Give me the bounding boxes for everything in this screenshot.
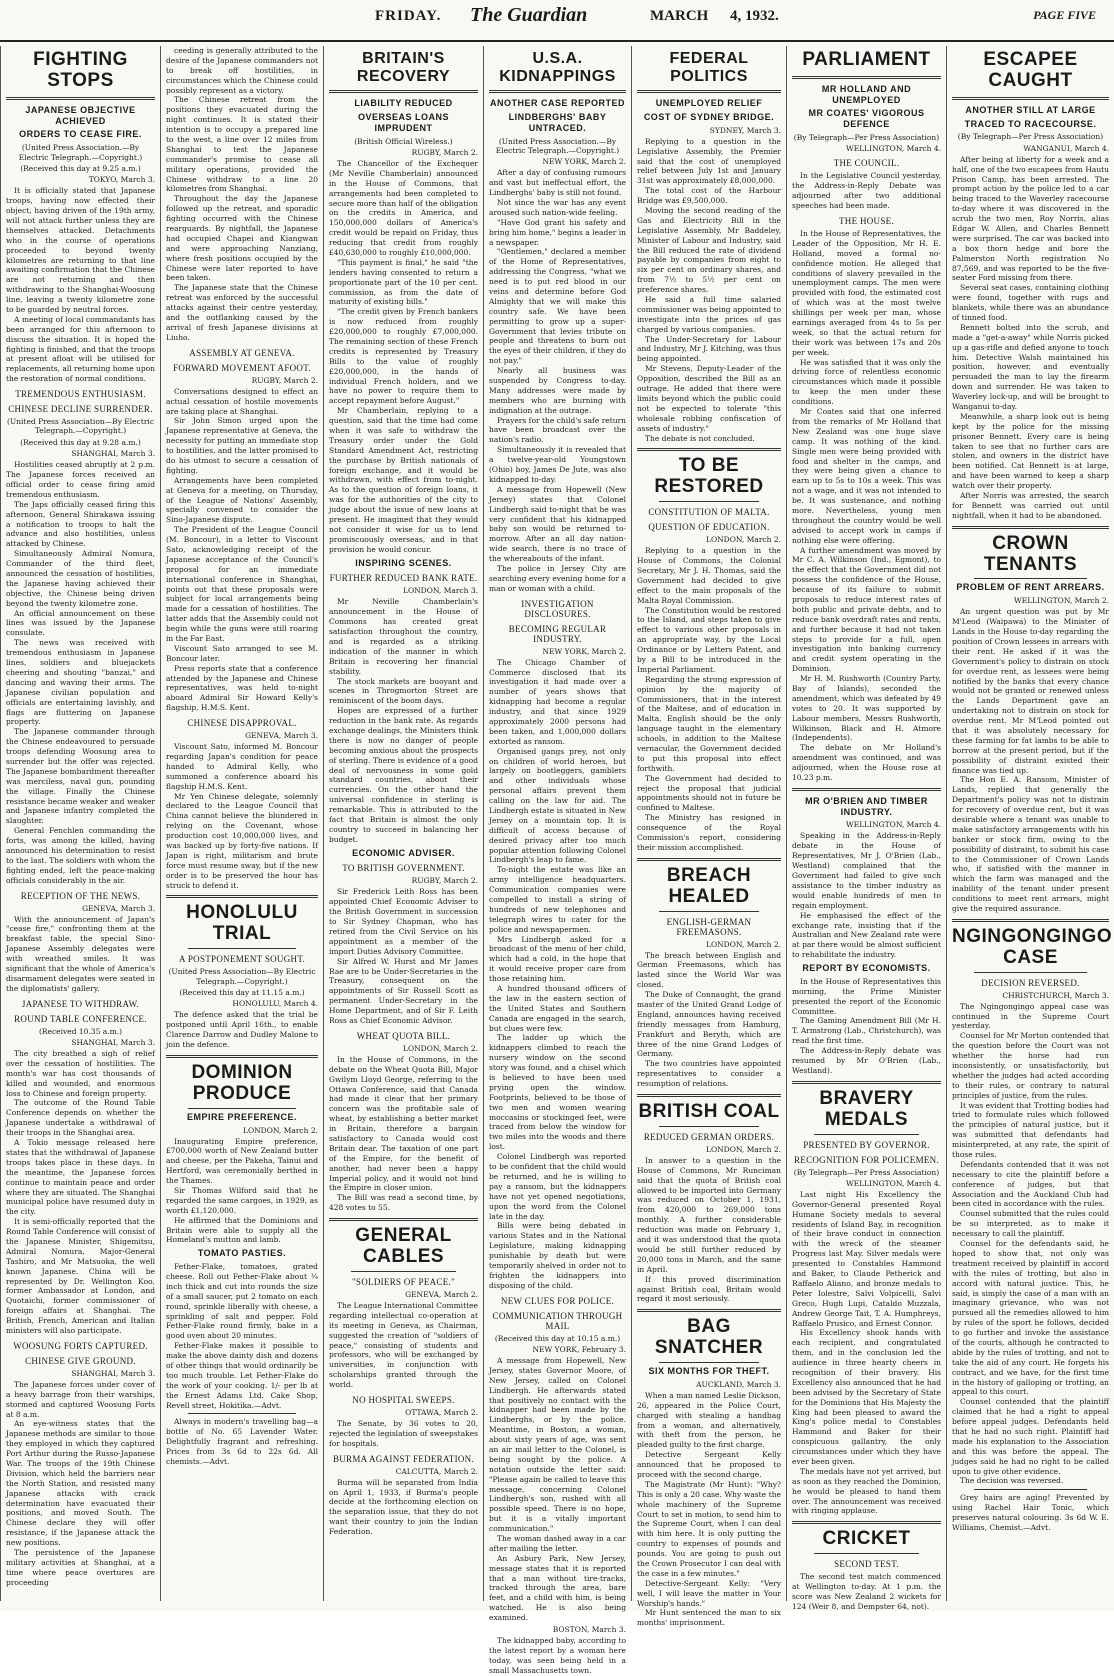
article-paragraph: The Government had decided to reject the proposal that judicial appointments should not in future be confined to Maltese. bbox=[637, 773, 781, 813]
dateline: BOSTON, March 3. bbox=[552, 1625, 626, 1635]
dateline: NEW YORK, March 2. bbox=[542, 157, 626, 167]
dateline: CALCUTTA, March 2. bbox=[395, 1466, 478, 1476]
article-paragraph: Bills were being debated in various States and in the National Legislature, making kidnapping punishable by death but were temporarily shelved in order not to frighten the kidnappers into disposing of the child. bbox=[489, 1221, 626, 1290]
article-paragraph: The Magistrate (Mr Hunt): "Why? This is only a 20 case. Why waste the whole machinery of the Supreme Court to set in motion, to send him to the Supreme Court, when I can deal with him here. It is only putting the country to expenses of pounds and pounds. You are going to push out the Crown Prosecutor I can deal with the case in a few minutes." bbox=[637, 1479, 781, 1578]
article-paragraph: Sir Frederick Leith Ross has been appointed Chief Economic Adviser to the British Government in succession to Sir Sydney Chapman, who has retired from the Civil Service on his appointment as a member of the import Duties Advisory Committee. bbox=[329, 887, 478, 956]
article-paragraph: In the House of Representatives, the Leader of the Opposition, Mr H. E. Holland, moved a formal no-confidence motion. He alleged that conditions of slavery prevailed in the unemployment camps. The men were provided with food, the estimated cost of which was at the most twelve shillings per week per man, whose earnings averaged from 4s to 5s per week, so that the actual return for their work was between 17s and 20s per week. bbox=[792, 229, 941, 357]
section-heading: A POSTPONEMENT SOUGHT. bbox=[178, 954, 306, 965]
article-paragraph: Arrangements have been completed at Geneva for a meeting, on Thursday, of the League of Nations' Assembly, specially convened to consider the Sino-Japanese dispute. bbox=[166, 475, 318, 525]
received-line: (Received 10.35 a.m.) bbox=[38, 1026, 123, 1036]
article-paragraph: An official announcement on these lines was issued by the Japanese consulate. bbox=[6, 608, 155, 638]
article-paragraph: The President of the League Council (M. Boncour), in a letter to Viscount Sato, acknowledging receipt of the Japanese acceptance of the Council's proposal for an immediate international conference in Shanghai, points out that these proposals were subject for local arrangements being made for a cessation of hostilities. The latter adds that the Assembly could not begin while the guns were still roaring in the Far East. bbox=[166, 525, 318, 643]
credit-line: (United Press Association—By Electric Telegraph.—Copyright.) bbox=[6, 417, 155, 436]
divider bbox=[792, 788, 941, 791]
divider bbox=[329, 90, 478, 93]
article-paragraph: The Hon E. A. Ransom, Minister of Lands, replied that generally the Department's policy was not to distrain for recovery of overdue rent, but it was desirable where a tenant was unable to make satisfactory arrangements with his banker or stock firm, owing to the possibility of distraint, to submit his case to the Commissioner of Crown Lands who, if satisfied with the manner in which the farm was managed and the inability of the tenant under present conditions to meet rent arrears, might give the required assurance. bbox=[952, 775, 1109, 913]
article-paragraph: Several seat cases, containing clothing were found, together with rugs and blankets, while there was an abundance of tinned food. bbox=[952, 283, 1109, 322]
article-paragraph: The debate is not concluded. bbox=[645, 433, 755, 443]
divider bbox=[188, 948, 296, 949]
article-paragraph: Detective Sergeant Kelly announced that he proposed to proceed with the second charge. bbox=[637, 1450, 781, 1479]
article-paragraph: The outcome of the Round Table Conference depends on whether the Japanese undertake a withdrawal of their troops in the Shanghai area. bbox=[6, 1098, 155, 1138]
article-paragraph: In the House of Commons, in the debate on the Wheat Quota Bill, Major Gwilym Lloyd George, referring to the Ottawa Conference, said that Canada had made it clear that her primary concern was the profitable sale of wheat, by establishing a better market in Britain, therefore a bargain satisfactory to Canada would cost Britain dear. The taxation of one part of the Empire, for the benefit of another, had never been a happy Imperial policy, and it would not bind the Empire in closer union. bbox=[329, 1054, 478, 1193]
headline-breach-healed: BREACH HEALED bbox=[666, 864, 752, 907]
dateline: WELLINGTON, March 2. bbox=[1014, 596, 1109, 606]
article-paragraph: The Bill was read a second time, by 428 votes to 55. bbox=[329, 1193, 478, 1213]
headline-fighting-stops: FIGHTING STOPS bbox=[33, 49, 128, 91]
dateline: WELLINGTON, March 4. bbox=[846, 820, 941, 830]
article-paragraph: In the House of Representatives this morning, the Prime Minister presented the report of the Economic Committee. bbox=[792, 976, 941, 1016]
divider bbox=[952, 526, 1109, 529]
article-paragraph: Mr Hunt sentenced the man to six months' imprisonment. bbox=[637, 1608, 781, 1628]
subheadline: PROBLEM OF RENT ARREARS. bbox=[956, 582, 1105, 593]
article-paragraph: Hostilities ceased abruptly at 2 p.m. The Japanese forces received an official order to cease firing amid tremendous enthusiasm. bbox=[6, 460, 155, 499]
subheadline: ANOTHER STILL AT LARGE bbox=[965, 104, 1096, 115]
divider bbox=[637, 858, 781, 861]
dateline: NEW YORK, March 2. bbox=[542, 646, 626, 656]
article-paragraph: The Senate, by 36 votes to 20, rejected the legislation of sweepstakes for hospitals. bbox=[329, 1418, 478, 1448]
article-paragraph: In answer to a question in the House of Commons, Mr Runciman said that the quota of British coal allowed to be imported into Germany was reduced on October 1, 1931, from 420,000 to 269,000 tons monthly. A further considerable reduction was made on February 1, and it was understood that the quota would be still further reduced by 20,000 tons in March, and the same in April. bbox=[637, 1155, 781, 1274]
article-paragraph: To-night the estate was like an army intelligence headquarters. Communication companies were compelled to install a string of hundreds of new telephones and telegraph wires to cater for the police and newspapermen. bbox=[489, 865, 626, 934]
section-heading: JAPANESE TO WITHDRAW. bbox=[21, 998, 140, 1009]
advertisement-text: Fether-Flake, tomatoes, grated cheese. Roll out Fether-Flake about ¼ inch thick and cut into rounds the size of a small saucer, put 2 tomato on each round, sprinkle liberally with cheese, a sprinkling of salt and pepper. Fold Fether-Flake round firmly, bake in a good oven about 20 minutes. bbox=[166, 1262, 318, 1341]
article-paragraph: A Tokio message released here states that the withdrawal of Japanese troops takes place in these days. In the meantime, the Japanese forces continue to maintain peace and order where they are situated. The Shanghai municipal police have resumed duty in the city. bbox=[6, 1138, 155, 1217]
subheadline: COST OF SYDNEY BRIDGE. bbox=[643, 111, 775, 122]
article-paragraph: The Ngingongingo appeal case was continued in the Supreme Court yesterday. bbox=[952, 1001, 1109, 1031]
article-paragraph: When a man named Leslie Dickson, 26, appeared in the Police Court, charged with stealing a handbag from a woman, and alternatively, with theft from the person, he pleaded guilty to the first charge. bbox=[637, 1390, 781, 1450]
article-paragraph: Not since the war has any event aroused such nation-wide feeling. bbox=[489, 198, 626, 217]
dateline: LONDON, March 2. bbox=[705, 939, 781, 949]
article-paragraph: An urgent question was put by Mr M'Leod (Waipawa) to the Minister of Lands in the House to-day regarding the position of Crown lessees in arrears with their rent. He asked if it was the Government's policy to distrain on stock for overdue rent, as lessees were being notified by the banks that every chance would not be granted or renewed unless the Lands Department gave an undertaking not to distrain on stock for overdue rent. Mr M'Leod pointed out that it was absolutely necessary for these farming for fat lambs to be able to borrow at the present period, but if the possibility of distraint existed their finance was tied up. bbox=[952, 607, 1109, 775]
section-heading: COMMUNICATION THROUGH MAIL bbox=[492, 1310, 623, 1331]
section-heading: NEW CLUES FOR POLICE. bbox=[500, 1295, 615, 1306]
section-heading: BURMA AGAINST FEDERATION. bbox=[332, 1453, 475, 1464]
article-paragraph: Mr Neville Chamberlain's announcement in the House of Commons has created great satisfaction throughout the country, and is regarded as a striking indication of the manner in which Britain is recovering her financial stability. bbox=[329, 597, 478, 676]
article-paragraph: Mr Stevens, Deputy-Leader of the Opposition, described the Bill as an outrage. He added that there were limits beyond which the public could not be expected to tolerate "this wholesale robbing confiscation of assets of industry." bbox=[637, 364, 781, 433]
dateline: SHANGHAI, March 3. bbox=[71, 449, 155, 459]
headline-honolulu-trial: HONOLULU TRIAL bbox=[186, 902, 298, 945]
received-line: (Received this day at 11.15 a.m.) bbox=[179, 988, 305, 997]
article-paragraph: He emphasised the effect of the exchange rate, insisting that if the Australian and New Zealand rate were at par there would be almost sufficient to rehabilitate the industry. bbox=[792, 910, 941, 960]
article-paragraph: The debate on Mr Holland's amendment was continued, and was adjourned, when the House rose at 10.23 p.m. bbox=[792, 743, 941, 782]
article-paragraph: The breach between English and German Freemasons, which has lasted since the World War was closed. bbox=[637, 950, 781, 990]
section-heading: CONSTITUTION OF MALTA. bbox=[648, 507, 770, 518]
divider bbox=[814, 1553, 919, 1554]
article-paragraph: The decision was reversed. bbox=[960, 1476, 1064, 1486]
column-5 bbox=[631, 46, 786, 1628]
article-paragraph: Inaugurating Empire preference, £700,000 worth of New Zealand butter and cheese, per the Pakeha, Tainui and Hertford, was ceremonially berthed in the Thames. bbox=[166, 1136, 318, 1186]
dateline: GENEVA, March 2. bbox=[405, 1289, 478, 1299]
subheadline: MR HOLLAND AND UNEMPLOYED bbox=[821, 83, 912, 105]
dateline: LONDON, March 3. bbox=[402, 586, 478, 596]
article-paragraph: Organised gangs prey, not only on children of world heroes, but largely on bootleggers, gamblers and other individuals whose personal affairs prevent them calling on the law for aid. The Lindbergh estate is situated in New Jersey on a mountain top. It is difficult of access because of desired privacy after too much popular attention following Colonel Lindbergh's leap to fame. bbox=[489, 746, 626, 865]
headline-crown-tenants: CROWN TENANTS bbox=[983, 532, 1078, 575]
divider bbox=[974, 578, 1087, 579]
section-heading: CHINESE DISAPPROVAL. bbox=[187, 718, 297, 729]
masthead-title: The Guardian bbox=[470, 4, 588, 26]
section-heading: ENGLISH-GERMAN FREEMASONS. bbox=[666, 916, 752, 937]
article-paragraph: A message from Hopewell, New Jersey, states Governor Moore, of New Jersey, called on Colonel Lindbergh. He afterwards stated that positively no contact with the kidnapper had been made by the Lindberghs, or by the police. Meantime, in Boston, a woman, about sixty years of age, was sent an air mail letter to the Colonel, is being sought by the police. A notation outside the letter said: "Please again be called to leave this message, concerning Colonel Lindbergh's son, rushed with all possible speed. There is no hope, but it is a vitally important communication." bbox=[489, 1356, 626, 1534]
dateline: LONDON, March 2. bbox=[242, 1125, 318, 1135]
divider bbox=[637, 90, 781, 93]
section-heading: ROUND TABLE CONFERENCE. bbox=[14, 1013, 147, 1024]
section-heading: FORWARD MOVEMENT AFOOT. bbox=[173, 362, 311, 373]
subheadline: UNEMPLOYED RELIEF bbox=[655, 98, 763, 109]
article-paragraph: The two countries have appointed representatives to consider a resumption of relations. bbox=[637, 1059, 781, 1089]
subheadline: MR COATES' VIGOROUS DEFENCE bbox=[808, 108, 925, 130]
subheadline: TOMATO PASTIES. bbox=[197, 1248, 287, 1259]
credit-line: (United Press Association—By Electric Telegraph.—Copyright.) bbox=[168, 967, 316, 986]
article-paragraph: "Have God grant his safety and bring him home," begins a leader in a newspaper. bbox=[489, 217, 626, 247]
divider bbox=[637, 1309, 781, 1312]
article-paragraph: Regarding the strong expression of opinion by the majority of Commissioners, that in the interest of the Maltese, and of education in Malta, English should be the only language taught in the elementary schools, in addition to the Maltese vernacular, the Government decided to put this proposal into effect forthwith. bbox=[637, 674, 781, 773]
article-paragraph: The Under-Secretary for Labour and Industry, Mr J. Kitching, was thus being appointed. bbox=[637, 334, 781, 364]
article-paragraph: The Japanese state that the Chinese retreat was enforced by the successful attacks against their centre yesterday, and the outflanking caused by the arrival of fresh Japanese divisions at Liuho. bbox=[166, 283, 318, 342]
column-4 bbox=[483, 46, 631, 1675]
article-paragraph: The Chicago Chamber of Commerce disclosed that its investigation it had made over a number of years shows that kidnapping had become a regular industry, and that since 1929 approximately 2000 persons had been taken, and 1,000,000 dollars extorted as ransom. bbox=[489, 657, 626, 746]
article-paragraph: The Address-in-Reply debate was resumed by Mr O'Brien (Lab., Westland). bbox=[792, 1046, 941, 1075]
credit-line: (British Official Wireless.) bbox=[354, 136, 453, 146]
divider bbox=[637, 1094, 781, 1097]
section-heading: NO HOSPITAL SWEEPS. bbox=[352, 1394, 455, 1405]
credit-line: (By Telegraph—Per Press Association) bbox=[793, 133, 940, 143]
subheadline: MR O'BRIEN AND TIMBER INDUSTRY. bbox=[805, 795, 928, 817]
article-paragraph: A meeting of local commandants has been arranged for this afternoon to discuss the situation. It is hoped the fighting is finished, and that the troops at present afloat will be utilised for replacements, all returning home upon the restoration of normal conditions. bbox=[6, 314, 155, 384]
section-heading: THE HOUSE. bbox=[839, 216, 894, 227]
article-paragraph: Sir Alfred W. Hurst and Mr James Rae are to be Under-Secretaries in the Treasury, consequent on the appointments of Sir Russell Scott as permanent Under-Secretary in the Home Department, and of Sir F. Leith Ross as Chief Economic Advisor. bbox=[329, 956, 478, 1026]
article-paragraph: Mr Yen Chinese delegate, solemnly declared to the League Council that China cannot believe the blundered in relying on the Covenant, whose production cost 10,000,000 lives, and was backed up by forty-five nations. If Japan is right, militarism and brute force must resume sway, but if the new order is to be preserved the hour has struck to defend it. bbox=[166, 791, 318, 890]
section-heading: THE COUNCIL. bbox=[833, 158, 900, 169]
divider bbox=[188, 1413, 296, 1414]
subheadline: LIABILITY REDUCED bbox=[354, 98, 453, 109]
article-paragraph: Last night His Excellency the Governor-General presented Royal Humane Society medals to several residents of Island Bay, in recognition of their brave conduct in connection with the wreck of the steamer Progress last May. Silver medals were presented to Constables Hammond and Baker, to Claude Petherick and Raffaelo Aliano, and bronze medals to Peter Iolestre, Salvi Volpicelli, Salvi Greco, Hugh Lupi, Cataldo Muzzala, Andrew George Tait, T. A. Humphreys, Raffaelo Prusico, and Ernest Connor. bbox=[792, 1189, 941, 1328]
article-paragraph: Counsel contended that the plaintiff claimed that he had a right to appeal before appeal judges. Defendants held that he had no such right. Plaintiff had made his explanation to the Association and this was before the appeal. The judges said he had no right to be called upon to give other evidence. bbox=[952, 1397, 1109, 1476]
article-paragraph: Bennett bolted into the scrub, and made a "get-a-away" while Norris picked up a gas-rifle and defied anyone to touch him. Detective Walsh maintained his position, however, and eventually persuaded the man to lay the firearm down and surrender. He was taken to Waverley lock-up, and will be brought to Wanganui to-day. bbox=[952, 322, 1109, 412]
headline-federal-politics: FEDERAL POLITICS bbox=[669, 50, 749, 85]
divider bbox=[489, 90, 626, 93]
subheadline: SIX MONTHS FOR THEFT. bbox=[648, 1366, 770, 1377]
divider bbox=[974, 1489, 1087, 1490]
article-paragraph: The stock markets are buoyant and scenes in Throgmorton Street are reminiscent of the boom days. bbox=[329, 676, 478, 706]
divider bbox=[6, 97, 155, 100]
article-paragraph: The ladder up which the kidnappers climbed to reach the nursery window on the second story was found, and a chisel which is believed to have been used prying open the window. Footprints, believed to be those of two men and women wearing moccasins or stockinged feet, were traced from below the window for two miles into the woods and there lost. bbox=[489, 1033, 626, 1152]
article-paragraph: An eye-witness states that the Japanese methods are similar to those they employed in which they captured Port Arthur during the Russo-Japanese War. The troops of the 19th Chinese Division, which held the barriers near the North Station, and resisted many Japanese attacks with crack determination have evacuated their positions, and moved South. The Chinese declare they will offer resistance, if the Japanese attack the new positions. bbox=[6, 1419, 155, 1548]
article-paragraph: "The credit given by French bankers is now reduced from roughly £20,000,000 to roughly £7,000,000. The remaining section of these French credits is represented by Treasury Bills to the value of roughly £20,000,000, in the hands of individual French holders, and we have no power to require them to accept repayment before August." bbox=[329, 307, 478, 406]
article-paragraph: A message from Hopewell (New Jersey) states that Colonel Lindbergh said to-night that he was very confident that his kidnapped baby son would be returned to-morrow. After an all day nation-wide search, there is no trace of the whereabouts of the infant. bbox=[489, 484, 626, 564]
subheadline: ECONOMIC ADVISER. bbox=[352, 847, 455, 858]
headline-dominion-produce: DOMINION PRODUCE bbox=[191, 1061, 293, 1104]
section-heading: REDUCED GERMAN ORDERS. bbox=[643, 1131, 775, 1142]
article-paragraph: An Asbury Park, New Jersey, message states that it is reported that a man without tire-tracks, tracked through the area, bare feet, and a child with him, is being watched. He is also being examined. bbox=[489, 1553, 626, 1623]
article-paragraph: Sir Thomas Wilford said that he regarded the same cargoes, in 1929, as worth £1,120,000. bbox=[166, 1185, 318, 1215]
dateline: LONDON, March 2. bbox=[705, 535, 781, 545]
masthead-month: MARCH bbox=[650, 8, 709, 24]
article-paragraph: It was evident that Trotting bodies had tried to formulate rules which followed the principles of natural justice, but it was submitted that defendants had misinterpreted, at any rate, the spirit of those rules. bbox=[952, 1100, 1109, 1160]
dateline: RUGBY, March 2. bbox=[411, 147, 478, 157]
article-paragraph: The League International Committee regarding intellectual co-operation at its meeting in Geneva, as Chairman, suggested the creation of "soldiers of peace," consisting of students and professors, who will be exchanged by universities, in conjunction with scholarships granted through the world. bbox=[329, 1300, 478, 1390]
headline-cricket: CRICKET bbox=[822, 1528, 911, 1550]
article-paragraph: Counsel submitted that the rules could be so interpreted, as to make it necessary to call the plaintiff. bbox=[952, 1209, 1109, 1239]
article-paragraph: General Fenchlen commanding the forts, was among the killed, having announced his determination to resist to the last. The soldiers with whom the fighting ended, left the peace-making officials considerably in the air. bbox=[6, 826, 155, 885]
dateline: NEW YORK, February 3. bbox=[532, 1345, 626, 1354]
subheadline: JAPANESE OBJECTIVE ACHIEVED bbox=[25, 104, 136, 126]
subheadline: LINDBERGHS' BABY UNTRACED. bbox=[508, 111, 607, 133]
article-paragraph: A further amendment was moved by Mr C. A. Wilkinson (Ind., Egmont), to the effect that the Government did not possess the confidence of the House, because of its failure to submit proposals to reduce interest rates of both public and private debts, and to reduce bank overdraft rates and rents, and further because it had not taken steps to provide for a full, open investigation into banking currency and credit system operating in the Dominion. bbox=[792, 545, 941, 674]
section-heading: SECOND TEST. bbox=[834, 1559, 899, 1570]
article-paragraph: The medals have not yet arrived, but as soon as they reached the Dominion, he would be pleased to hand them over. The announcement was received with ringing applause. bbox=[792, 1466, 941, 1516]
article-paragraph: He was satisfied that it was only the driving force of relentless economic circumstances which made it possible to keep the men under these conditions. bbox=[792, 357, 941, 407]
section-heading: "SOLDIERS OF PEACE." bbox=[351, 1276, 456, 1287]
article-paragraph: Prayers for the child's safe return have been broadcast over the nation's radio. bbox=[489, 415, 626, 445]
divider bbox=[166, 1055, 318, 1058]
article-paragraph: Mr Chamberlain, replying to a question, said that the time had come when it was safe to withdraw the Treasury order under the Gold Standard Amendment Act, restricting the purchase by British nationals of foreign exchange, and it would be withdrawn, with effect from to-night. As to the question of foreign loans, it was for the authorities of the city to judge about the issue of new loans at present. He imagined that they would not consider it wise for us to lend promiscuously overseas, and in that provision he would concur. bbox=[329, 406, 478, 554]
subheadline: ANOTHER CASE REPORTED bbox=[489, 98, 625, 109]
divider bbox=[659, 1362, 759, 1363]
article-paragraph: The second test match commenced at Wellington to-day. At 1 p.m. the score was New Zealand 2 wickets for 124 (Weir 8, and Dempster 64, not). bbox=[792, 1572, 941, 1611]
article-paragraph: The police in Jersey City are searching every evening home for a man or woman with a child. bbox=[489, 563, 626, 593]
credit-line: (United Press Association.—By Electric Telegraph.—Copyright.) bbox=[18, 143, 143, 162]
dateline: HONOLULU, March 4. bbox=[232, 999, 318, 1009]
article-paragraph: Mrs Lindbergh asked for a broadcast of the menu of her child, which had a cold, in the hope that it would receive proper care from those retaining him. bbox=[489, 934, 626, 984]
article-paragraph: Nearly all business was suspended by Congress to-day. Many addresses were made by members who are burning with indignation at the outrage. bbox=[489, 366, 626, 415]
column-3 bbox=[323, 46, 483, 1601]
article-paragraph: The Japs officially ceased firing this afternoon, General Shirakawa issuing a notification to troops to halt the advance and also hostilities, unless attacked by Chinese. bbox=[6, 499, 155, 549]
article-paragraph: Simultaneously Admiral Nomura, Commander of the third fleet, announced the cessation of hostilities, the Japanese having achieved their objective, the Chinese being driven beyond the twenty kilometre zone. bbox=[6, 549, 155, 608]
article-paragraph: Sir John Simon urged upon the Japanese representative at Geneva, the necessity for putting an immediate stop to hostilities, and the latter promised to do his utmost to secure a cessation of fighting. bbox=[166, 416, 318, 475]
subheadline: EMPIRE PREFERENCE. bbox=[186, 1111, 298, 1122]
article-paragraph: Throughout the day the Japanese followed up the retreat, and sporadic fighting occurred with the Chinese rearguards. By nightfall, the Japanese had occupied Chapei and Kiangwan and were approaching Nanziang, where fresh positions occupied by the Chinese were later reported to have been taken. bbox=[166, 194, 318, 283]
article-paragraph: Counsel for the defendants said, he hoped to show that, not only was treatment received by plaintiff in accord with the rules of trotting, but also in accord with natural justice. This, he said, is simply the case of a man with an imaginary grievance, who was not pursued all the remedies allowed to him by rules of the sport he follows, decided to go further and invoke the assistance of the courts, although he contracted to abide by the rules of trotting, and not to take the aid of any court. He forgets his contract, and we have, for the first time in the history of galloping or trotting, an appeal to this court. bbox=[952, 1239, 1109, 1397]
section-heading: BECOMING REGULAR INDUSTRY. bbox=[508, 623, 607, 644]
article-paragraph: Moving the second reading of the Gas and Electricity Bill in the Legislative Assembly, Mr Baddeley, Minister of Labour and Industry, said the Bill reduced the rate of dividend payable by companies from eight to six per cent on ordinary shares, and from 7½ to 5½ per cent on preference shares. bbox=[637, 206, 781, 295]
article-paragraph: Replying to a question in the Legislative Assembly, the Premier said that the cost of unemployed relief between July 1st and January 31st was approximately £8,000,000. bbox=[637, 136, 781, 186]
masthead-day: FRIDAY. bbox=[375, 8, 442, 24]
article-paragraph: The persistence of the Japanese military activities at Shanghai, at a time where peace overtures are proceeding bbox=[6, 1548, 155, 1587]
article-paragraph: The city breathed a sigh of relief over the cessation of hostilities. The month's war has cost thousands of killed and wounded, and enormous loss to Chinese and foreign property. bbox=[6, 1049, 155, 1098]
section-heading: ASSEMBLY AT GENEVA. bbox=[189, 347, 295, 358]
column-7 bbox=[946, 46, 1114, 1601]
section-heading: DECISION REVERSED. bbox=[981, 977, 1080, 988]
headline-parliament: PARLIAMENT bbox=[802, 49, 931, 70]
headline-ngingongingo-case: NGINGONGINGO CASE bbox=[952, 925, 1113, 968]
article-paragraph: Mr H. M. Rushworth (Country Party, Bay of Islands), seconded the amendment, which was defeated by 49 votes to 20. It was supported by Labour members, Messrs Rushworth, Wilkinson, Black and H. Atmore (Independents). bbox=[792, 674, 941, 743]
subheadline: TRACED TO RACECOURSE. bbox=[964, 118, 1097, 129]
article-paragraph: Viscount Sato, informed M. Boncour regarding Japan's condition for peace handed to Admiral Kelly, who summoned a conference aboard his flagship H.M.S. Kent. bbox=[166, 742, 318, 791]
section-heading: QUESTION OF EDUCATION. bbox=[648, 522, 770, 533]
article-paragraph: Viscount Sato arranged to see M. Boncour later. bbox=[166, 643, 318, 663]
divider bbox=[814, 1134, 919, 1135]
dateline: LONDON, March 2. bbox=[402, 1043, 478, 1053]
dateline: WANGANUI, March 4. bbox=[1023, 143, 1109, 153]
column-2 bbox=[160, 46, 323, 1601]
article-paragraph: He said a full time salaried commissioner was being appointed to investigate into the prices of gas charged by various companies. bbox=[637, 295, 781, 334]
subheadline: ORDERS TO CEASE FIRE. bbox=[19, 129, 142, 140]
section-heading: WHEAT QUOTA BILL. bbox=[356, 1030, 451, 1041]
article-paragraph: It is officially stated that Japanese troops, having now effected their object, having driven of the 19th army, will not attack further unless they are themselves attacked. Detachments who in the course of operations proceeded to beyond twenty kilometres are returning to that line awaiting confirmation that the Chinese are not returning and then withdrawing to the Shanghai-Woosung line, leaving a twenty kilometre zone to be guarded by neutral forces. bbox=[6, 186, 155, 314]
section-heading: TREMENDOUS ENTHUSIASM. bbox=[15, 389, 146, 400]
article-paragraph: Speaking in the Address-in-Reply debate in the House of Representatives, Mr J. O'Brien (Lab., Westland) complained that the Government had failed to give such assistance to the timber industry as would enable hundreds of men to regain employment. bbox=[792, 831, 941, 910]
divider bbox=[188, 1108, 296, 1109]
article-paragraph: A hundred thousand officers of the law in the eastern section of the United States and Southern Canada are engaged in the search, but clues were few. bbox=[489, 984, 626, 1033]
dateline: OTTAWA, March 2. bbox=[405, 1407, 478, 1417]
headline-general-cables: GENERAL CABLES bbox=[355, 1225, 452, 1268]
article-paragraph: "Gentlemen," declared a member of the Home of Representatives, addressing the Congress, "what we need is to put red blood in our veins and determine before God Almighty that we will make this country safe. We have been permitting to grow up a super-Government that levies tribute on people and threatens to burn out the eyes of their children, if they do not pay." bbox=[489, 247, 626, 366]
column-1 bbox=[0, 46, 160, 1601]
section-heading: PRESENTED BY GOVERNOR. bbox=[803, 1139, 930, 1150]
article-paragraph: After a day of confusing rumours and vast but ineffectual effort, the Lindberghs' baby is still not found. bbox=[489, 168, 626, 198]
divider bbox=[792, 1081, 941, 1084]
dateline: CHRISTCHURCH, March 3. bbox=[1002, 990, 1109, 1000]
dateline: RUGBY, March 2. bbox=[251, 375, 318, 385]
article-paragraph: The Duke of Connaught, the grand master of the United Grand Lodge of England, announces having received friendly messages from Hamburg, Frankfurt and Beryth, which are three of the nine Grand Lodges of Germany. bbox=[637, 990, 781, 1059]
divider bbox=[659, 501, 759, 502]
masthead-date: 4, 1932. bbox=[730, 8, 779, 24]
headline-bravery-medals: BRAVERY MEDALS bbox=[819, 1087, 914, 1130]
credit-line: (By Telegraph—Per Press Association) bbox=[957, 132, 1104, 142]
article-paragraph: The Chinese retreat from the positions they evacuated during the night continues. It is stated their intention is to occupy a prepared line to the west, a line over 12 miles from Shanghai to test the Japanese commander's promise to cease all military operations, provided the Chinese withdraw to a line 20 kilometres from Shanghai. bbox=[166, 95, 318, 194]
article-paragraph: Simultaneously it is revealed that a twelve-year-old Youngstown (Ohio) boy, James De Jute, was also kidnapped to-day. bbox=[489, 445, 626, 484]
article-paragraph: After Norris was arrested, the search for Bennett was carried out until nightfall, when it had to be abandoned. bbox=[952, 491, 1109, 520]
divider bbox=[351, 1271, 456, 1272]
article-paragraph: The kidnapped baby, according to the latest report by a woman here today, was seen being held in a small Massachusetts town. bbox=[489, 1636, 626, 1675]
article-paragraph: Defendants contended that it was not necessary to cite the plaintiff before a conference of judges, but that Association and the Auckland Club had been cited in accordance with the rules. bbox=[952, 1159, 1109, 1209]
article-paragraph: Replying to a question in the House of Commons, the Colonial Secretary, Mr J. H. Thomas, said the Government had decided to give effect to the main proposals of the Malta Royal Commission. bbox=[637, 546, 781, 605]
dateline: SYDNEY, March 3. bbox=[709, 125, 781, 135]
article-paragraph: Colonel Lindbergh was reported to be confident that the child would be returned, and he is willing to pay a ransom, but the kidnappers have not yet opened negotiations, upon the word from the Colonel late in the day. bbox=[489, 1152, 626, 1221]
dateline: RUGBY, March 2. bbox=[411, 876, 478, 886]
dateline: GENEVA, March 3. bbox=[82, 903, 155, 913]
article-paragraph: With the announcement of Japan's "cease fire," confronting them at the breakfast table, the special Sino-Japanese Assembly delegates were with wreathed smiles. It was significant that the whole of America's disarmament delegates were seated in the diplomatists' gallery. bbox=[6, 914, 155, 993]
divider bbox=[659, 1126, 759, 1127]
received-line: (Received this day at 9.28 a.m.) bbox=[20, 437, 141, 447]
article-paragraph: He affirmed that the Dominions and Britain were able to supply all the Homeland's mutton and lamb. bbox=[166, 1215, 318, 1245]
advertisement-text: Grey hairs are aging! Prevented by using Rachel Hair Tonic, which preserves natural colouring. 3s 6d W. E. Williams, Chemist.—Advt. bbox=[952, 1493, 1109, 1532]
section-heading: CHINESE DECLINE SURRENDER. bbox=[8, 404, 153, 415]
subheadline: INSPIRING SCENES. bbox=[355, 557, 452, 568]
headline-to-be-restored: TO BE RESTORED bbox=[654, 455, 764, 498]
section-heading: INVESTIGATION DISCLOSURES. bbox=[521, 598, 594, 619]
article-paragraph: Press reports state that a conference attended by the Japanese and Chinese representatives, was held to-night aboard Admiral Sir Howard Kelly's flagship, H.M.S. Kent. bbox=[166, 663, 318, 713]
divider bbox=[166, 895, 318, 898]
section-heading: FURTHER REDUCED BANK RATE. bbox=[329, 573, 478, 584]
article-paragraph: The total cost of the Harbour Bridge was £9,500,000. bbox=[637, 186, 781, 206]
dateline: SHANGHAI, March 3. bbox=[71, 1368, 155, 1378]
dateline: WELLINGTON, March 4. bbox=[846, 144, 941, 154]
divider bbox=[792, 1521, 941, 1524]
article-paragraph: Mr Coates said that one inferred from the remarks of Mr Holland that New Zealand was one huge slave camp. It was nothing of the kind. Single men were being provided with food and shelter in the camps, and they were being given a chance to earn up to 5s to 10s a week. This was not a wage, and it was not intended to be. It was sustenance, and nothing more. Nevertheless, young men throughout the country would be well advised to accept work in camps if nothing else were offering. bbox=[792, 407, 941, 545]
article-paragraph: The Chancellor of the Exchequer (Mr Neville Chamberlain) announced in the House of Commons, that arrangements had been completed to secure more than half of the obligation on the credits in America, and 150,000,000 dollars of America's credit would be repaid on Friday, thus reducing that credit from roughly £40,630,000 to roughly £10,000,000. bbox=[329, 158, 478, 257]
dateline: AUCKLAND, March 3. bbox=[696, 1379, 781, 1389]
section-heading: RECOGNITION FOR POLICEMEN. bbox=[793, 1154, 940, 1165]
divider bbox=[952, 919, 1109, 922]
headline-britains-recovery: BRITAIN'S RECOVERY bbox=[356, 50, 451, 85]
advertisement-text: Fether-Flake makes it possible to make the above dainty dish and dozens of other things that would ordinarily be too much trouble. Let Fether-Flake do the work of your cooking. 1/- per lb at the Ernest Adams Ltd. Cake Shop, Revell street, Hokitika.—Advt. bbox=[166, 1341, 318, 1410]
section-heading: TO BRITISH GOVERNMENT. bbox=[342, 863, 465, 874]
article-paragraph: The Japanese forces under cover of a heavy barrage from their warships, stormed and captured Woosung Forts at 8 a.m. bbox=[6, 1379, 155, 1419]
article-paragraph: Meanwhile, a sharp look out is being kept by the police for the missing prisoner Bennett. Every care is being taken to see that no further cars are stolen, and owners in the district have been notified. Cat Bennett is at large, and have been warned to keep a sharp watch over their property. bbox=[952, 411, 1109, 491]
dateline: TOKYO, March 3. bbox=[88, 175, 155, 185]
headline-bag-snatcher: BAG SNATCHER bbox=[654, 1316, 764, 1359]
article-paragraph: ceeding is generally attributed to the desire of the Japanese commanders not to break off hostilities, in circumstances which the Chinese could possibly represent as a victory. bbox=[166, 46, 318, 95]
article-paragraph: Conversations designed to effect an actual cessation of hostile movements are taking place at Shanghai. bbox=[166, 386, 318, 416]
divider bbox=[637, 448, 781, 451]
advertisement-text: Always in modern's travelling bag—a bottle of No. 65 Lavender Water. Delightfully fragrant and refreshing. Prices from 3s 6d to 22s 6d. All chemists.—Advt. bbox=[166, 1417, 318, 1467]
article-paragraph: The Japanese commander through the Chinese endeavoured to persuade troops defending Woosung area to surrender but the offer was rejected. The Japanese bombardment thereafter was merciless, naval gun, pounding the village. Finally the Chinese resistance became weaker and weaker and Japanese infantry completed the slaughter. bbox=[6, 727, 155, 826]
article-paragraph: "This payment is final," he said "the lenders having consented to return a proportionate part of the 10 per cent. commission, as from the date of maturity of existing bills." bbox=[329, 257, 478, 307]
article-paragraph: Counsel for Mr Morton contended that the question before the Court was not whether the horse had run inconsistently, or unsatisfactorily, but whether the judges had acted according to their rules, or contrary to natural principles of justice, from the rules. bbox=[952, 1031, 1109, 1100]
divider bbox=[974, 972, 1087, 973]
dateline: SHANGHAI, March 3. bbox=[71, 1038, 155, 1048]
headline-escapee-caught: ESCAPEE CAUGHT bbox=[983, 49, 1078, 91]
masthead bbox=[0, 0, 1114, 42]
headline-british-coal: BRITISH COAL bbox=[638, 1101, 780, 1123]
article-paragraph: Detective-Sergeant Kelly: "Very well, I will leave the matter in Your Worship's hands." bbox=[637, 1578, 781, 1608]
article-paragraph: Hopes are expressed of a further reduction in the bank rate. As regards exchange dealings, the Ministers think there is now no danger of people becoming anxious about the prospects of sterling. There is evidence of a good deal of nervousness in some gold standard countries, about their currencies. On the other hand the universal confidence in sterling is remarkable. This is attributed to the fact that Britain is almost the only country to succeed in balancing her budget. bbox=[329, 706, 478, 844]
article-paragraph: The news was received with tremendous enthusiasm in Japanese lines, soldiers and bluejackets cheering and shouting "banzai," and dancing and waving their arms. The Japanese civilian population and officials are entertaining lavishly, and flags are fluttering on Japanese property. bbox=[6, 638, 155, 727]
dateline: LONDON, March 2. bbox=[705, 1144, 781, 1154]
dateline: WELLINGTON, March 4. bbox=[846, 1178, 941, 1188]
column-6 bbox=[786, 46, 946, 1611]
subheadline: REPORT BY ECONOMISTS. bbox=[802, 963, 931, 974]
article-paragraph: It is semi-officially reported that the Round Table Conference will consist of the Japanese Minister, Shigemitsu, Admiral Nomura, Major-General Tashiro, and Mr Matsuoka, the well known Japanese. China will be represented by Dr. Wellington Koo, former Ambassador at London, and Quotaichi, former commissioner of foreign affairs at Shanghai. The British, French, American and Italian ministers will also participate. bbox=[6, 1217, 155, 1335]
headline-usa-kidnappings: U.S.A. KIDNAPPINGS bbox=[499, 50, 616, 85]
article-paragraph: If this proved discrimination against British coal, Britain would regard it most seriously. bbox=[637, 1274, 781, 1304]
section-heading: WOOSUNG FORTS CAPTURED. bbox=[13, 1340, 148, 1351]
article-paragraph: The Gaming Amendment Bill (Mr H. T. Armstrong (Lab., Christchurch), was read the first time. bbox=[792, 1016, 941, 1046]
received-line: (Received this day at 9.25 a.m.) bbox=[20, 163, 141, 173]
subheadline: OVERSEAS LOANS IMPRUDENT bbox=[357, 111, 449, 133]
masthead-page-number: PAGE FIVE bbox=[1033, 8, 1096, 22]
credit-line: (United Press Association.—By Electric Telegraph.—Copyright.) bbox=[495, 136, 620, 155]
article-paragraph: His Excellency shook hands with each recipient, and congratulated them, and in the conclusion led the audience in three hearty cheers in recognition of their bravery. His Excellency also announced that he had been advised by the Secretary of State for the Dominions that His Majesty the King had been pleased to award the King's police medal to Constables Hammond and Baker for their conspicuous gallantry, the only circumstances under which they have ever been given. bbox=[792, 1328, 941, 1466]
divider bbox=[659, 911, 759, 912]
section-heading: RECEPTION OF THE NEWS. bbox=[20, 890, 141, 901]
article-paragraph: The defence asked that the trial be postponed until April 16th., to enable Clarence Darrow and Dudley Malone to join the defence. bbox=[166, 1010, 318, 1050]
dateline: GENEVA, March 3. bbox=[245, 731, 318, 741]
credit-line: (By Telegraph—Per Press Association) bbox=[793, 1167, 940, 1177]
section-heading: CHINESE GIVE GROUND. bbox=[25, 1355, 136, 1366]
divider bbox=[329, 1218, 478, 1221]
divider bbox=[952, 97, 1109, 100]
divider bbox=[792, 76, 941, 79]
article-paragraph: Burma will be separated from India on April 1, 1933, if Burma's people decide at the forthcoming election on the separation issue, that they do not want their country to join the Indian Federation. bbox=[329, 1477, 478, 1537]
article-paragraph: The Constitution would be restored to the Island, and steps taken to give effect to various other proposals in an appropriate way, by the Local Ordinance or by Letters Patent, and by a Bill to be introduced in the Imperial Parliament. bbox=[637, 605, 781, 674]
article-paragraph: The woman dashed away in a car after mailing the letter. bbox=[489, 1534, 626, 1553]
article-paragraph: After being at liberty for a week and a half, one of the two escapees from Hautu Prison Camp, has been arrested. The prompt action by the police led to a car being traced to the Waverley racecourse to-day where it was discovered in the scrub the two men, Roy Norris, alias Edgar W. Allen, and Charles Bennett were surprised. The car was backed into a box thorn hedge and bore the Palmerston North registration No 87,569, and was reported to be the five-seater Ford missing from there. bbox=[952, 154, 1109, 283]
received-line: (Received this day at 10.15 a.m.) bbox=[494, 1333, 621, 1343]
article-paragraph: In the Legislative Council yesterday, the Address-in-Reply Debate was adjourned after two additional speeches had been made. bbox=[792, 171, 941, 211]
article-paragraph: The Ministry has resigned in consequence of the Royal Commission's report, considering their mission accomplished. bbox=[637, 813, 781, 852]
